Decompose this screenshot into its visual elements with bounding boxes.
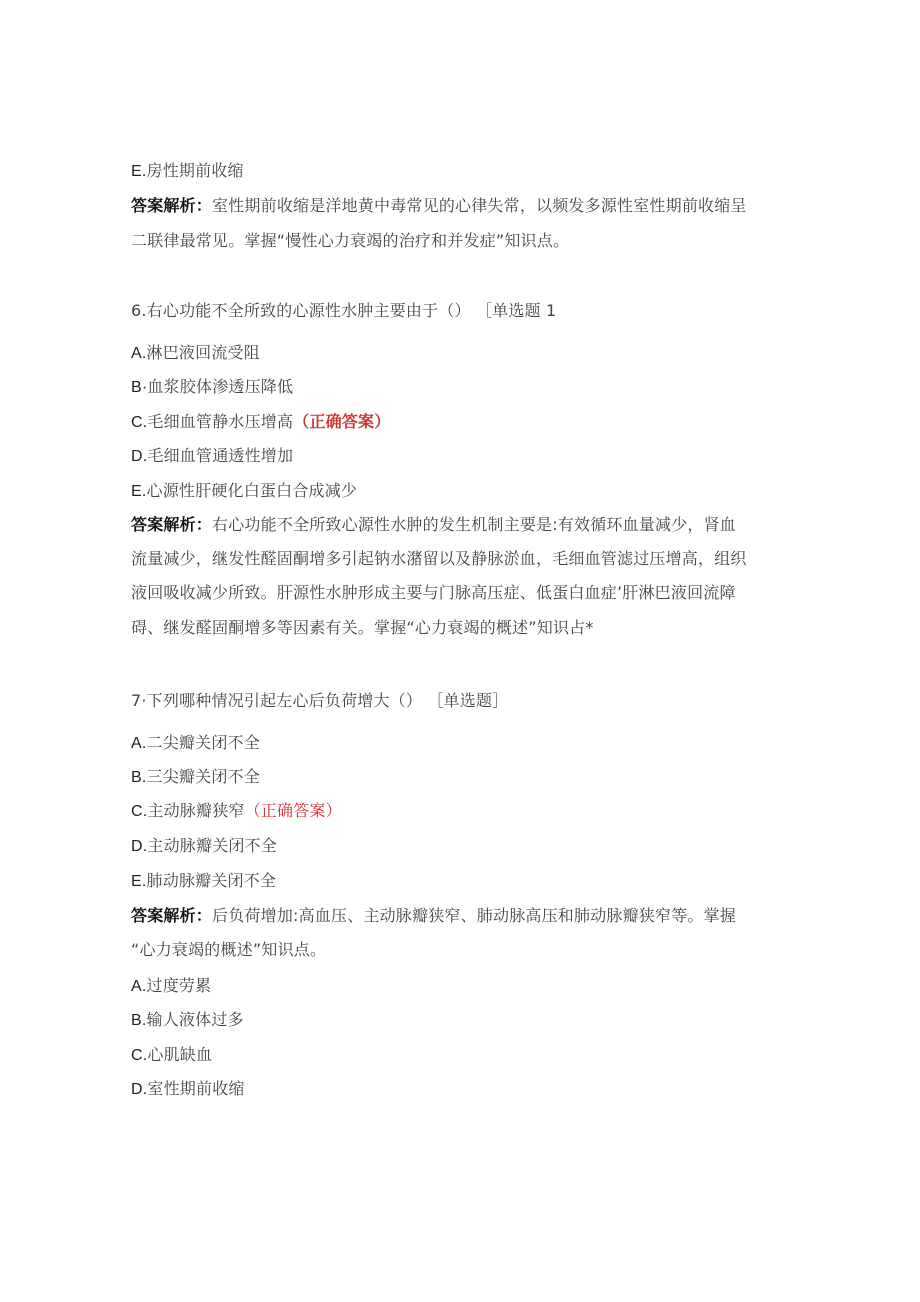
q7-option-b <box>131 767 260 788</box>
correct-answer-mark: （正确答案） <box>293 412 391 431</box>
analysis-label: 答案解析： <box>131 196 213 215</box>
option-letter: E. <box>131 483 147 500</box>
q7-analysis-line2 <box>131 940 326 960</box>
option-letter: D. <box>131 448 148 465</box>
q6-analysis-line4 <box>131 618 594 638</box>
option-text: 房性期前收缩 <box>146 161 244 180</box>
option-text: 毛细血管通透性增加 <box>147 446 294 465</box>
analysis-text: 二联律最常见。掌握“慢性心力衰竭的治疗和并发症”知识点。 <box>131 231 570 250</box>
question-title: 6.右心功能不全所致的心源性水肿主要由于（） ［单选题 1 <box>131 301 557 320</box>
q6-option-a <box>131 343 260 364</box>
q6-option-b <box>131 377 293 398</box>
option-text: 心源性肝硬化白蛋白合成减少 <box>146 481 358 500</box>
q7-analysis-line1 <box>131 906 736 926</box>
analysis-text: “心力衰竭的概述”知识点。 <box>131 940 327 959</box>
analysis-label: 答案解析： <box>131 515 213 534</box>
option-letter: E. <box>131 163 147 180</box>
analysis-label: 答案解析： <box>131 906 213 925</box>
option-text: 输人液体过多 <box>146 1010 244 1029</box>
option-text: 二尖瓣关闭不全 <box>146 733 260 752</box>
q5-analysis-line2 <box>131 231 569 251</box>
option-text: 主动脉瓣关闭不全 <box>147 836 278 855</box>
q6-analysis-line3 <box>131 583 736 603</box>
option-letter: A. <box>131 735 147 752</box>
analysis-text: 后负荷增加:高血压、主动脉瓣狭窄、肺动脉高压和肺动脉瓣狭窄等。掌握 <box>212 906 737 925</box>
analysis-text: 液回吸收减少所致。肝源性水肿形成主要与门脉高压症、低蛋白血症’肝淋巴液回流障 <box>131 583 736 602</box>
option-letter: C. <box>131 414 148 431</box>
q8-option-a <box>131 976 211 997</box>
q5-option-e <box>131 161 244 182</box>
option-text: 过度劳累 <box>146 976 212 995</box>
q6-title <box>131 301 556 321</box>
option-letter: B. <box>131 769 147 786</box>
option-text: 室性期前收缩 <box>147 1079 245 1098</box>
option-letter: A. <box>131 345 147 362</box>
q6-analysis-line1 <box>131 515 736 535</box>
question-title: 7·下列哪种情况引起左心后负荷增大（） ［单选题］ <box>131 691 509 710</box>
q5-analysis-line1 <box>131 196 747 216</box>
option-letter: B. <box>131 1012 147 1029</box>
option-letter: D. <box>131 838 148 855</box>
option-text: 三尖瓣关闭不全 <box>146 767 260 786</box>
analysis-text: 右心功能不全所致心源性水肿的发生机制主要是:有效循环血量减少，肾血 <box>212 515 737 534</box>
option-letter: E. <box>131 873 147 890</box>
correct-answer-mark: （正确答案） <box>244 801 342 820</box>
q6-option-e <box>131 481 357 502</box>
q8-option-c <box>131 1045 212 1066</box>
q7-option-c <box>131 801 342 822</box>
analysis-text: 室性期前收缩是洋地黄中毒常见的心律失常，以频发多源性室性期前收缩呈 <box>212 196 747 215</box>
q7-option-e <box>131 871 276 892</box>
q7-option-a <box>131 733 260 754</box>
option-text: 主动脉瓣狭窄 <box>147 801 245 820</box>
analysis-text: 流量减少，继发性醛固酮增多引起钠水潴留以及静脉淤血，毛细血管滤过压增高，组织 <box>131 549 747 568</box>
q6-option-d <box>131 446 293 467</box>
option-letter: A. <box>131 978 147 995</box>
option-letter: C. <box>131 803 148 820</box>
option-text: 毛细血管静水压增高 <box>147 412 294 431</box>
q6-analysis-line2 <box>131 549 747 569</box>
option-text: 血浆胶体渗透压降低 <box>147 377 294 396</box>
option-text: 肺动脉瓣关闭不全 <box>146 871 277 890</box>
option-letter: C. <box>131 1047 148 1064</box>
option-letter: D. <box>131 1081 148 1098</box>
option-text: 心肌缺血 <box>147 1045 213 1064</box>
q7-title <box>131 691 508 711</box>
option-text: 淋巴液回流受阻 <box>146 343 260 362</box>
q8-option-b <box>131 1010 244 1031</box>
q6-option-c <box>131 412 390 433</box>
option-letter: B· <box>131 379 148 396</box>
analysis-text: 碍、继发醛固酮增多等因素有关。掌握“心力衰竭的概述”知识占* <box>131 618 594 637</box>
q7-option-d <box>131 836 277 857</box>
q8-option-d <box>131 1079 245 1100</box>
